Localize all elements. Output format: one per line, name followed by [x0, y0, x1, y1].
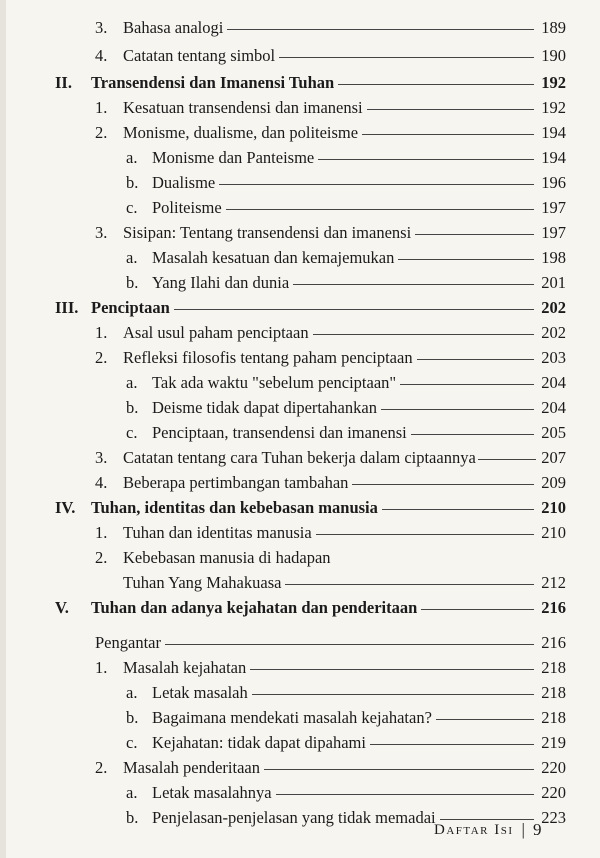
toc-subentry [126, 371, 566, 395]
entry-title: Beberapa pertimbangan tambahan [123, 473, 349, 492]
toc-subentry [126, 421, 566, 445]
dot-leader [264, 769, 534, 770]
section-number: III. [55, 298, 79, 317]
entry-page: 202 [541, 298, 566, 317]
dot-leader [316, 534, 534, 535]
entry-number: 2. [95, 758, 108, 777]
entry-number: 1. [95, 98, 108, 117]
subentry-letter: a. [126, 783, 138, 802]
toc-entry [95, 321, 566, 345]
entry-page: 216 [541, 598, 566, 617]
toc-entry [95, 446, 566, 470]
subentry-title: Letak masalahnya [152, 783, 272, 802]
entry-page: 192 [541, 73, 566, 92]
entry-page: 203 [541, 348, 566, 367]
subentry-letter: b. [126, 708, 139, 727]
entry-title: Catatan tentang cara Tuhan bekerja dalam ciptaannya [123, 448, 476, 467]
entry-page: 210 [541, 523, 566, 542]
section-title: Tuhan, identitas dan kebebasan manusia [91, 498, 378, 517]
entry-page: 202 [541, 323, 566, 342]
dot-leader [370, 744, 534, 745]
subentry-title: Kejahatan: tidak dapat dipahami [152, 733, 366, 752]
entry-title: Kebebasan manusia di hadapan [123, 548, 331, 567]
entry-page: 194 [541, 148, 566, 167]
dot-leader [381, 409, 534, 410]
toc-section [55, 496, 566, 520]
subentry-letter: a. [126, 148, 138, 167]
entry-title: Masalah penderitaan [123, 758, 260, 777]
page-footer [434, 818, 541, 842]
toc-entry-continuation [123, 571, 566, 595]
entry-page: 207 [541, 448, 566, 467]
toc-subentry [126, 731, 566, 755]
subentry-title: Dualisme [152, 173, 216, 192]
dot-leader [415, 234, 534, 235]
entry-page: 216 [541, 633, 566, 652]
toc-subentry [126, 396, 566, 420]
toc-entry [95, 631, 566, 655]
dot-leader [174, 309, 534, 310]
toc-subentry [126, 171, 566, 195]
subentry-letter: a. [126, 373, 138, 392]
entry-number: 1. [95, 323, 108, 342]
subentry-letter: c. [126, 423, 138, 442]
subentry-title: Bagaimana mendekati masalah kejahatan? [152, 708, 432, 727]
entry-page: 218 [541, 658, 566, 677]
toc-section [55, 71, 566, 95]
entry-number: 2. [95, 548, 108, 567]
dot-leader [313, 334, 534, 335]
dot-leader [436, 719, 534, 720]
toc-entry [95, 16, 566, 40]
subentry-title: Masalah kesatuan dan kemajemukan [152, 248, 395, 267]
toc-subentry [126, 146, 566, 170]
dot-leader [382, 509, 534, 510]
entry-page: 190 [541, 46, 566, 65]
subentry-letter: b. [126, 398, 139, 417]
entry-page: 218 [541, 708, 566, 727]
entry-title: Pengantar [95, 633, 161, 652]
entry-number: 4. [95, 46, 108, 65]
entry-page: 189 [541, 18, 566, 37]
entry-page: 220 [541, 783, 566, 802]
subentry-letter: c. [126, 733, 138, 752]
dot-leader [250, 669, 534, 670]
subentry-title: Politeisme [152, 198, 222, 217]
toc-entry [95, 546, 566, 570]
toc-entry [95, 521, 566, 545]
subentry-title: Deisme tidak dapat dipertahankan [152, 398, 377, 417]
dot-leader [421, 609, 534, 610]
dot-leader [219, 184, 534, 185]
dot-leader [276, 794, 534, 795]
dot-leader [252, 694, 534, 695]
dot-leader [227, 29, 534, 30]
dot-leader [318, 159, 534, 160]
toc-subentry [126, 706, 566, 730]
toc-entry [95, 756, 566, 780]
dot-leader [285, 584, 534, 585]
toc-subentry [126, 246, 566, 270]
toc-subentry [126, 271, 566, 295]
entry-number: 3. [95, 448, 108, 467]
entry-title: Catatan tentang simbol [123, 46, 276, 65]
entry-title: Refleksi filosofis tentang paham penciptaan [123, 348, 413, 367]
toc-entry [95, 221, 566, 245]
entry-title: Monisme, dualisme, dan politeisme [123, 123, 359, 142]
section-title: Transendensi dan Imanensi Tuhan [91, 73, 335, 92]
footer-separator: | [521, 820, 525, 839]
entry-page: 219 [541, 733, 566, 752]
dot-leader [352, 484, 534, 485]
toc-entry [95, 346, 566, 370]
dot-leader [400, 384, 534, 385]
entry-number: 4. [95, 473, 108, 492]
dot-leader [165, 644, 534, 645]
entry-title: Bahasa analogi [123, 18, 224, 37]
entry-title: Tuhan dan identitas manusia [123, 523, 312, 542]
entry-title: Asal usul paham penciptaan [123, 323, 309, 342]
entry-page: 220 [541, 758, 566, 777]
entry-page: 210 [541, 498, 566, 517]
subentry-title: Penciptaan, transendensi dan imanensi [152, 423, 407, 442]
dot-leader [226, 209, 534, 210]
subentry-letter: c. [126, 198, 138, 217]
dot-leader [362, 134, 534, 135]
subentry-title: Penjelasan-penjelasan yang tidak memadai [152, 808, 436, 827]
entry-number: 3. [95, 223, 108, 242]
toc-subentry [126, 781, 566, 805]
entry-page: 204 [541, 398, 566, 417]
entry-page: 223 [541, 808, 566, 827]
subentry-letter: b. [126, 273, 139, 292]
toc-entry [95, 471, 566, 495]
entry-number: 3. [95, 18, 108, 37]
subentry-letter: a. [126, 248, 138, 267]
dot-leader [478, 459, 536, 460]
dot-leader [279, 57, 534, 58]
dot-leader [293, 284, 534, 285]
entry-page: 198 [541, 248, 566, 267]
subentry-letter: a. [126, 683, 138, 702]
entry-page: 204 [541, 373, 566, 392]
entry-title: Sisipan: Tentang transendensi dan imanensi [123, 223, 412, 242]
entry-number: 2. [95, 348, 108, 367]
toc-subentry [126, 681, 566, 705]
toc-section [55, 596, 566, 620]
entry-number: 2. [95, 123, 108, 142]
entry-page: 194 [541, 123, 566, 142]
entry-page: 201 [541, 273, 566, 292]
section-number: IV. [55, 498, 76, 517]
subentry-letter: b. [126, 173, 139, 192]
subentry-letter: b. [126, 808, 139, 827]
entry-page: 197 [541, 223, 566, 242]
subentry-title: Yang Ilahi dan dunia [152, 273, 290, 292]
entry-title: Kesatuan transendensi dan imanensi [123, 98, 363, 117]
entry-title: Masalah kejahatan [123, 658, 247, 677]
toc-entry [95, 44, 566, 68]
entry-page: 205 [541, 423, 566, 442]
section-number: V. [55, 598, 69, 617]
toc-subentry [126, 196, 566, 220]
entry-number: 1. [95, 658, 108, 677]
section-number: II. [55, 73, 72, 92]
subentry-title: Letak masalah [152, 683, 248, 702]
dot-leader [367, 109, 534, 110]
toc-entry [95, 96, 566, 120]
page-number: 9 [532, 820, 542, 839]
entry-page: 218 [541, 683, 566, 702]
dot-leader [398, 259, 534, 260]
subentry-title: Tak ada waktu "sebelum penciptaan" [152, 373, 397, 392]
section-title: Penciptaan [91, 298, 170, 317]
toc-entry [95, 121, 566, 145]
entry-number: 1. [95, 523, 108, 542]
entry-page: 192 [541, 98, 566, 117]
entry-page: 209 [541, 473, 566, 492]
entry-page: 212 [541, 573, 566, 592]
toc-entry [95, 656, 566, 680]
toc-section [55, 296, 566, 320]
entry-page: 196 [541, 173, 566, 192]
dot-leader [411, 434, 534, 435]
section-title: Tuhan dan adanya kejahatan dan penderitaan [91, 598, 418, 617]
dot-leader [417, 359, 534, 360]
entry-title: Tuhan Yang Mahakuasa [123, 573, 282, 592]
subentry-title: Monisme dan Panteisme [152, 148, 315, 167]
entry-page: 197 [541, 198, 566, 217]
running-footer-label: Daftar Isi [434, 821, 514, 838]
dot-leader [338, 84, 534, 85]
